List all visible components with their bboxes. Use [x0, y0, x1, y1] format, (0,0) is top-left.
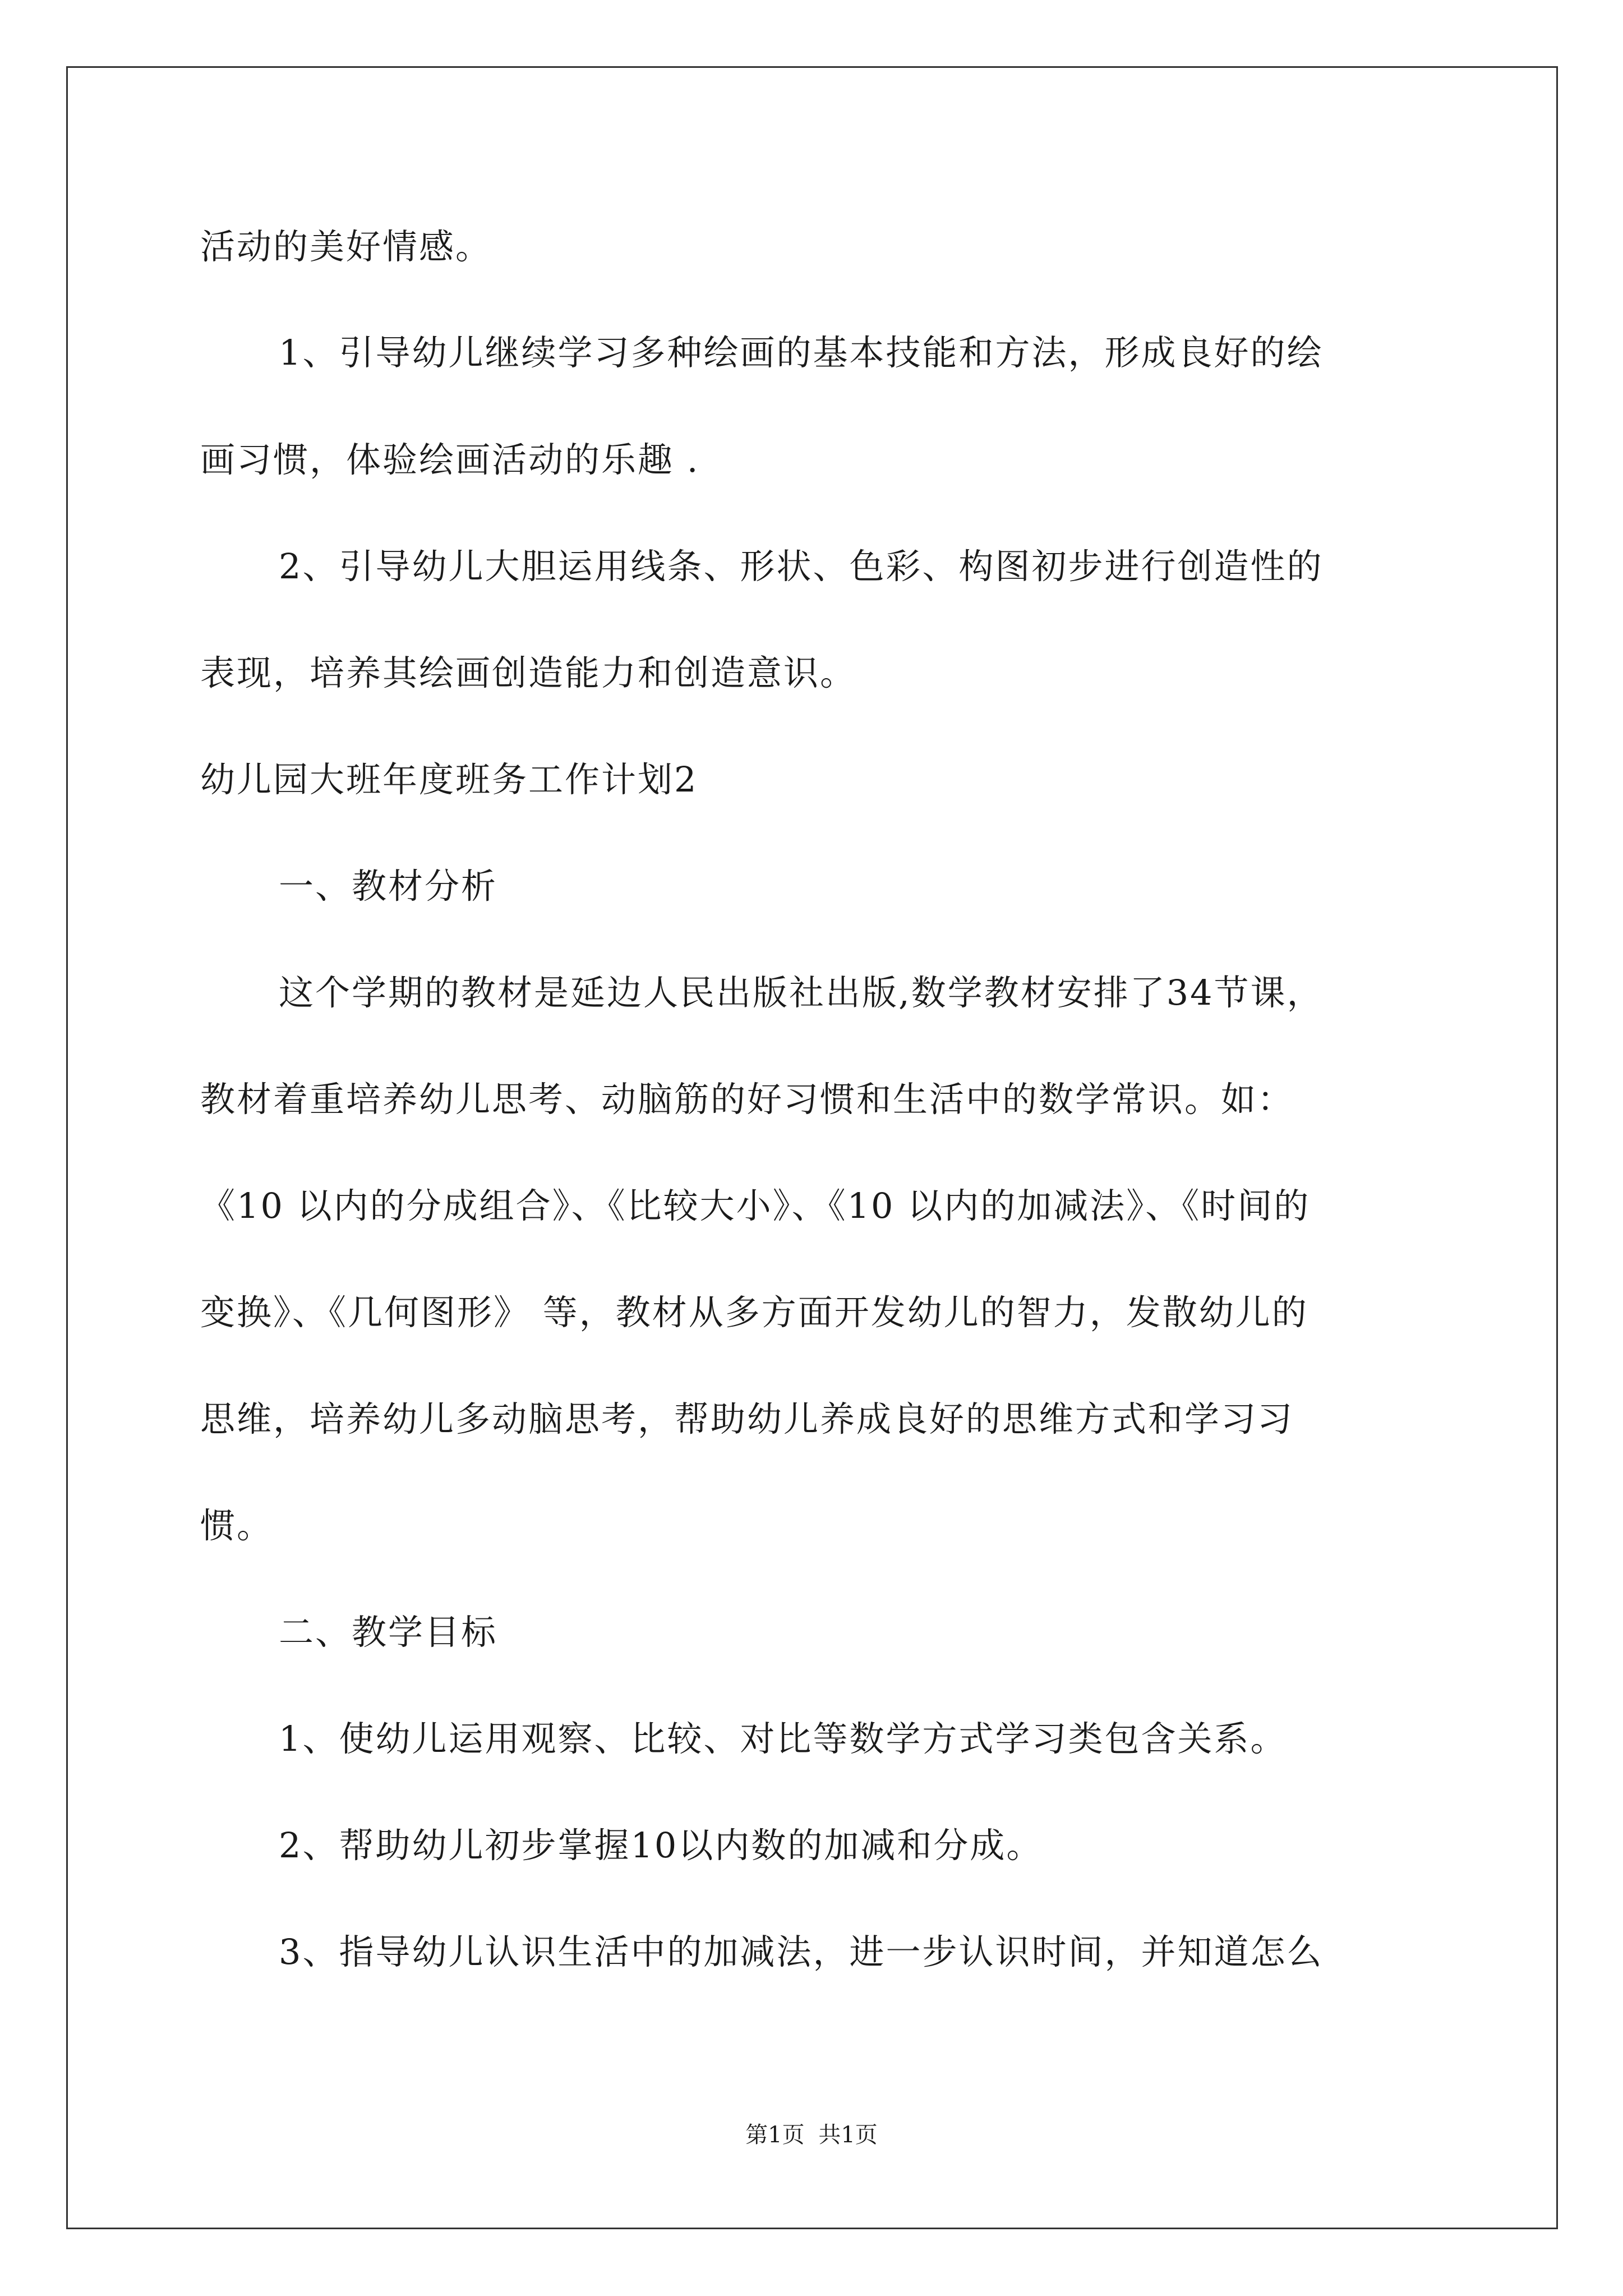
text-line: 变换》、《几何图形》 等，教材从多方面开发幼儿的智力，发散幼儿的: [200, 1292, 1308, 1333]
section-heading: 幼儿园大班年度班务工作计划2: [200, 759, 698, 800]
subheading: 二、教学目标: [279, 1612, 498, 1653]
text-line: 教材着重培养幼儿思考、动脑筋的好习惯和生活中的数学常识。如：: [200, 1079, 1294, 1120]
text-line: 思维，培养幼儿多动脑思考，帮助幼儿养成良好的思维方式和学习习: [200, 1398, 1294, 1439]
page-footer: [0, 2119, 1623, 2151]
page-total: 共1页: [818, 2122, 878, 2148]
text-line: 这个学期的教材是延边人民出版社出版,数学教材安排了34节课，: [279, 972, 1324, 1013]
subheading: 一、教材分析: [279, 866, 498, 907]
text-line: 活动的美好情感。: [200, 226, 492, 267]
text-line: 表现，培养其绘画创造能力和创造意识。: [200, 652, 857, 693]
text-line: 1、引导幼儿继续学习多种绘画的基本技能和方法，形成良好的绘: [279, 332, 1324, 373]
text-line: 惯。: [200, 1505, 274, 1546]
page-number: 第1页: [745, 2122, 805, 2148]
text-line: 2、引导幼儿大胆运用线条、形状、色彩、构图初步进行创造性的: [279, 546, 1324, 587]
text-line: 3、指导幼儿认识生活中的加减法，进一步认识时间，并知道怎么: [279, 1931, 1324, 1972]
text-line: 《10 以内的分成组合》、《比较大小》、《10 以内的加减法》、《时间的: [200, 1185, 1311, 1226]
text-line: 画习惯，体验绘画活动的乐趣 .: [200, 439, 700, 480]
text-line: 2、帮助幼儿初步掌握10以内数的加减和分成。: [279, 1825, 1043, 1866]
text-line: 1、使幼儿运用观察、比较、对比等数学方式学习类包含关系。: [279, 1718, 1287, 1759]
page-border: [66, 66, 1558, 2229]
